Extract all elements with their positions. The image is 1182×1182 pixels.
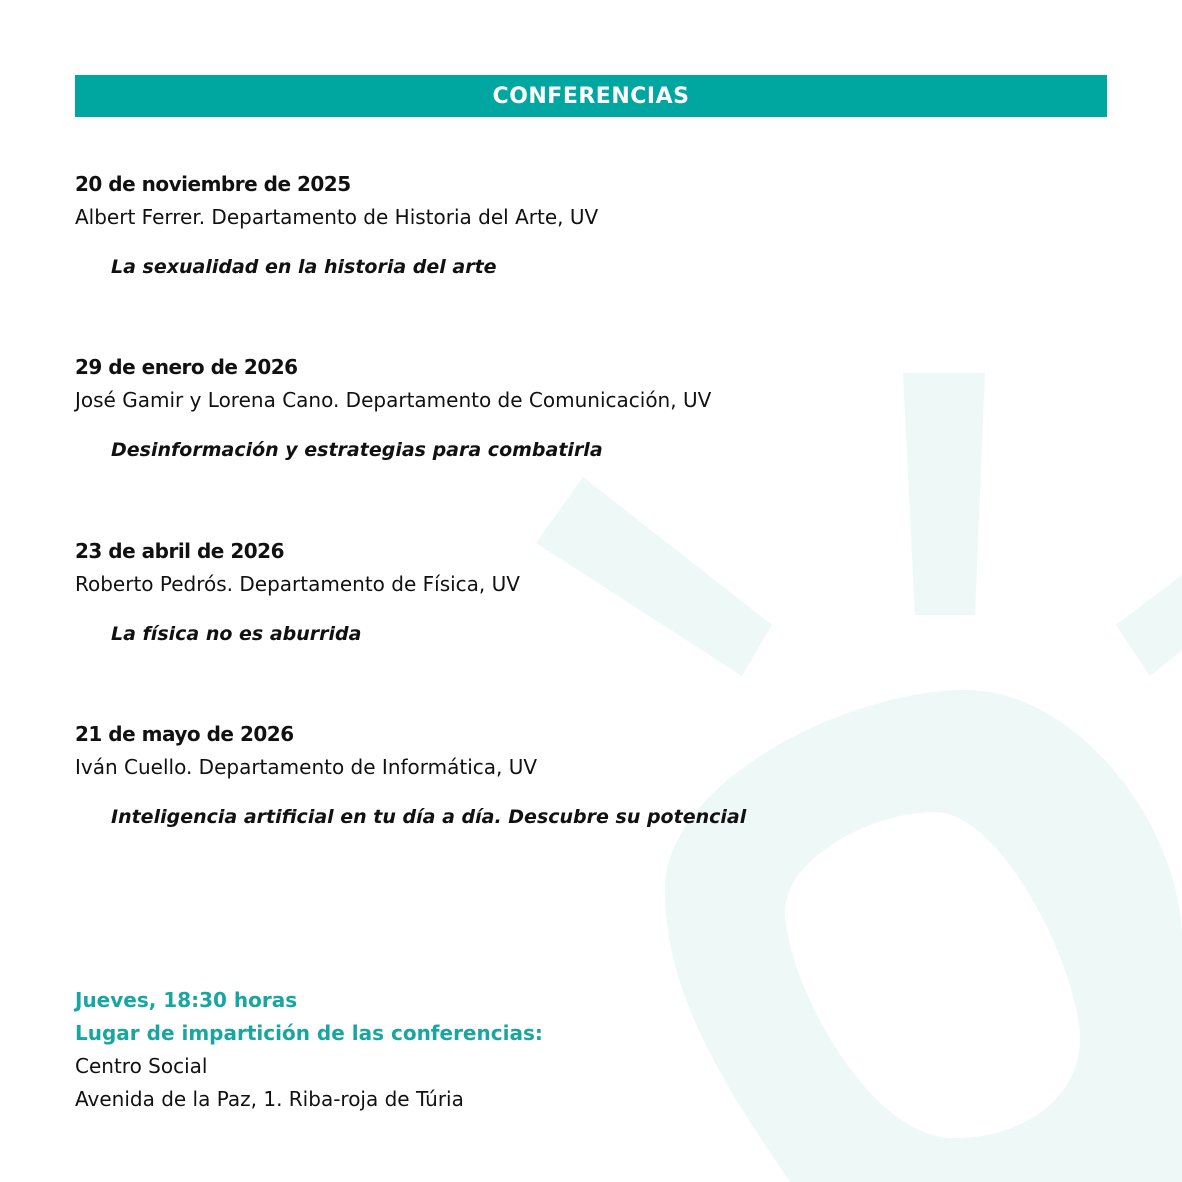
venue-address: Avenida de la Paz, 1. Riba-roja de Túria <box>75 1087 464 1111</box>
event-speaker: Iván Cuello. Departamento de Informática, UV <box>75 755 538 779</box>
event-speaker: Albert Ferrer. Departamento de Historia del Arte, UV <box>75 205 599 229</box>
header-bar <box>75 75 1107 117</box>
decoration-bar-vertical <box>903 373 985 615</box>
event-date: 21 de mayo de 2026 <box>75 722 294 746</box>
event-item <box>75 538 520 647</box>
event-title: Inteligencia artificial en tu día a día. Descubre su potencial <box>111 806 747 828</box>
event-title: Desinformación y estrategias para combatirla <box>111 439 603 461</box>
event-title: La física no es aburrida <box>111 623 362 645</box>
event-speaker: José Gamir y Lorena Cano. Departamento de Comunicación, UV <box>75 388 712 412</box>
event-info <box>75 987 543 1119</box>
schedule-text: Jueves, 18:30 horas <box>75 988 298 1012</box>
decoration-bar-left <box>536 477 772 676</box>
venue-label: Lugar de impartición de las conferencias: <box>75 1021 543 1045</box>
event-title: La sexualidad en la historia del arte <box>111 256 497 278</box>
event-item <box>75 721 746 830</box>
event-date: 23 de abril de 2026 <box>75 539 284 563</box>
event-item <box>75 171 598 280</box>
venue-name: Centro Social <box>75 1054 208 1078</box>
event-date: 29 de enero de 2026 <box>75 355 298 379</box>
event-item <box>75 354 711 463</box>
page-title: CONFERENCIAS <box>492 83 690 109</box>
event-date: 20 de noviembre de 2025 <box>75 172 351 196</box>
event-speaker: Roberto Pedrós. Departamento de Física, UV <box>75 572 520 596</box>
decoration-bar-right <box>1116 575 1182 676</box>
